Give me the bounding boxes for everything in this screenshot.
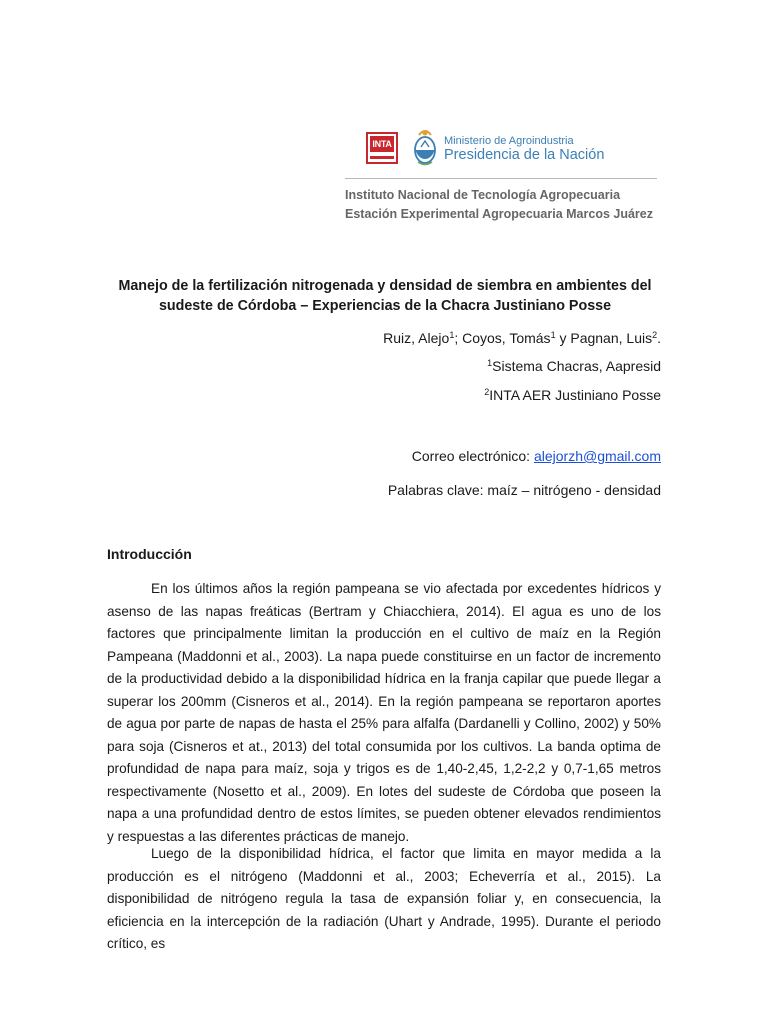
inta-logo-stripe [370, 156, 394, 159]
ministry-label: Ministerio de Agroindustria [444, 135, 574, 147]
section-heading-introduction: Introducción [107, 546, 192, 562]
affiliation-text: INTA AER Justiniano Posse [489, 387, 661, 403]
author-separator: y [555, 330, 571, 346]
author-affiliation-mark: 1 [550, 330, 556, 340]
author-end: . [657, 330, 661, 346]
intro-paragraph-2: Luego de la disponibilidad hídrica, el factor que limita en mayor medida a la producción es el nitrógeno (Maddonni et al., 2003; Echeverría et al., 2015). La disponibilidad de nitrógeno regula la tasa de expansión foliar y, en consecuencia, la eficiencia en la intercepción de la radiación (Uhart y Andrade, 1995). Durante el periodo crítico, es [107, 846, 661, 951]
affiliation-text: Sistema Chacras, Aapresid [492, 358, 661, 374]
author-name: Ruiz, Alejo [383, 330, 450, 346]
national-seal-icon [412, 126, 438, 166]
affiliation-mark: 2 [484, 387, 490, 397]
institute-name: Instituto Nacional de Tecnología Agropecuaria [345, 188, 621, 202]
authors-line [383, 330, 661, 346]
document-title: Manejo de la fertilización nitrogenada y densidad de siembra en ambientes del sudeste de Córdoba – Experiencias de la Chacra Justiniano Posse [118, 278, 652, 314]
email-link[interactable]: alejorzh@gmail.com [533, 448, 661, 464]
email-label: Correo electrónico: [411, 448, 534, 464]
author-name: Pagnan, Luis [570, 330, 653, 346]
presidency-label: Presidencia de la Nación [444, 147, 605, 163]
author-separator: ; [454, 330, 463, 346]
affiliation-mark: 1 [487, 358, 493, 368]
author-name: Coyos, Tomás [462, 330, 551, 346]
intro-paragraph-1: En los últimos años la región pampeana se vio afectada por excedentes hídricos y asenso de las napas freáticas (Bertram y Chiacchiera, 2014). El agua es uno de los factores que principalmente limitan la producción en el cultivo de maíz en la Región Pampeana (Maddonni et al., 2003). La napa puede constituirse en un factor de incremento de la productividad debido a la disponibilidad hídrica en la franja capilar que puede llegar a superar los 200mm (Cisneros et al., 2014). En la región pampeana se reportaron aportes de agua por parte de napas de hasta el 25% para alfalfa (Dardanelli y Collino, 2002) y 50% para soja (Cisneros et at., 2013) del total consumida por los cultivos. La banda optima de profundidad de napa para maíz, soja y trigos es de 1,40-2,45, 1,2-2,2 y 0,7-1,65 metros respectivamente (Nosetto et al., 2009). En lotes del sudeste de Córdoba que poseen la napa a una profundidad dentro de estos límites, se pueden obtener elevados rendimientos y respuestas a las diferentes prácticas de manejo. [107, 581, 661, 844]
inta-logo [366, 132, 398, 164]
header-logos [366, 126, 666, 168]
author-affiliation-mark: 2 [652, 330, 658, 340]
keywords-line: Palabras clave: maíz – nitrógeno - densidad [387, 482, 661, 498]
station-name: Estación Experimental Agropecuaria Marcos Juárez [345, 207, 653, 221]
affiliation-2 [484, 387, 661, 403]
inta-logo-text: INTA [370, 136, 394, 152]
email-line [412, 448, 661, 464]
affiliation-1 [487, 358, 661, 374]
author-affiliation-mark: 1 [449, 330, 455, 340]
header-divider [345, 178, 657, 179]
